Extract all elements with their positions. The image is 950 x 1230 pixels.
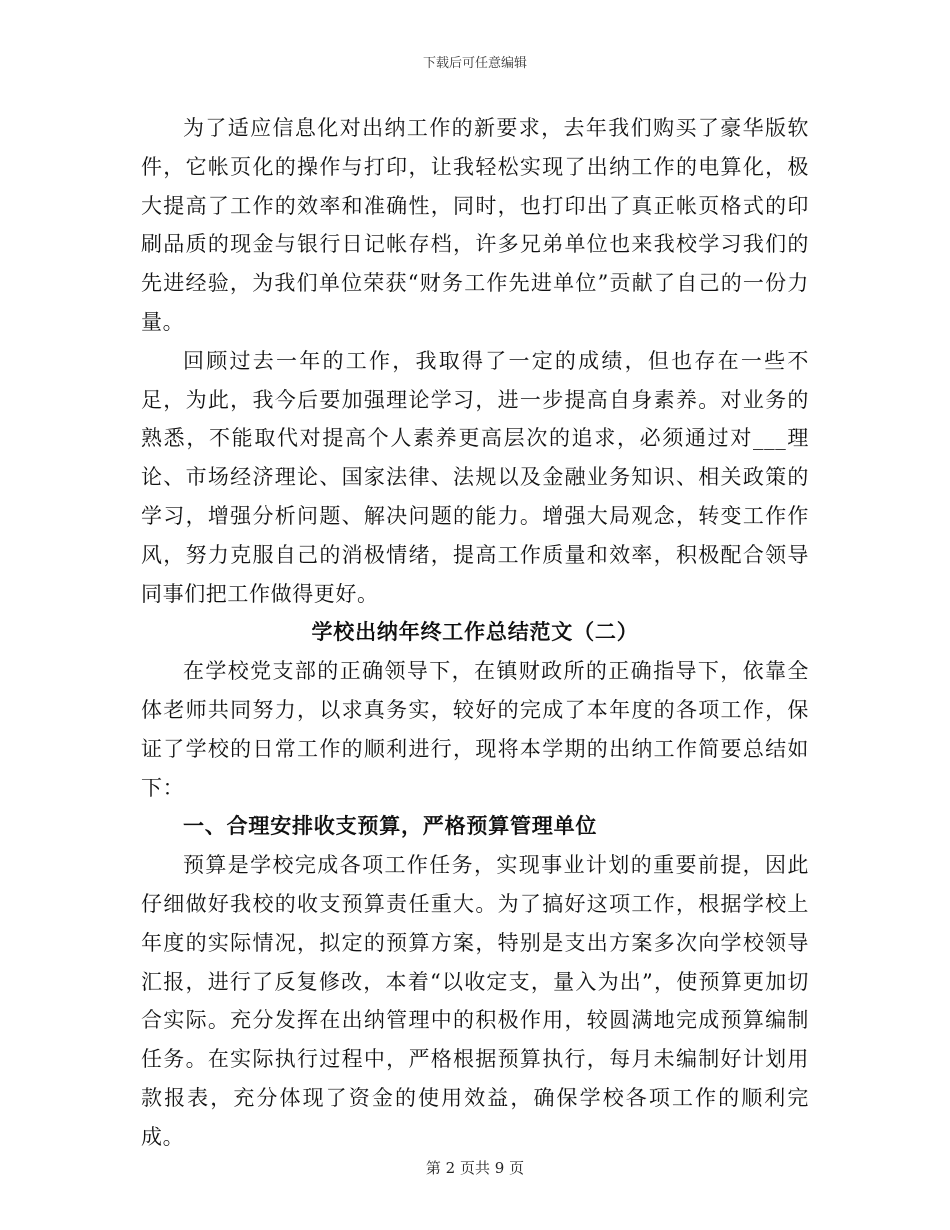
page-footer: 第 2 页共 9 页	[425, 1159, 525, 1177]
paragraph-budget: 预算是学校完成各项工作任务，实现事业计划的重要前提，因此仔细做好我校的收支预算责任重大。为了搞好这项工作，根据学校上年度的实际情况，拟定的预算方案，特别是支出方案多次向学校领导汇报，进行了反复修改，本着“以收定支，量入为出”，使预算更加切合实际。充分发挥在出纳管理中的积极作用，较圆满地完成预算编制任务。在实际执行过程中，严格根据预算执行，每月未编制好计划用款报表，充分体现了资金的使用效益，确保学校各项工作的顺利完成。	[141, 853, 809, 1149]
paragraph-introduction: 在学校党支部的正确领导下，在镇财政所的正确指导下，依靠全体老师共同努力，以求真务实，较好的完成了本年度的各项工作，保证了学校的日常工作的顺利进行，现将本学期的出纳工作简要总结如下：	[141, 659, 809, 800]
page-header: 下载后可任意编辑	[422, 56, 527, 71]
paragraph-review-shortcomings: 回顾过去一年的工作，我取得了一定的成绩，但也存在一些不足，为此，我今后要加强理论学习，进一步提高自身素养。对业务的熟悉，不能取代对提高个人素养更高层次的追求，必须通过对___理论、市场经济理论、国家法律、法规以及金融业务知识、相关政策的学习，增强分析问题、解决问题的能力。增强大局观念，转变工作作风，努力克服自己的消极情绪，提高工作质量和效率，积极配合领导同事们把工作做得更好。	[141, 348, 809, 606]
section-title: 学校出纳年终工作总结范文（二）	[311, 619, 639, 645]
document-body	[141, 109, 809, 1157]
sub-heading-budget: 一、合理安排收支预算，严格预算管理单位	[183, 813, 598, 839]
paragraph-software-upgrade: 为了适应信息化对出纳工作的新要求，去年我们购买了豪华版软件，它帐页化的操作与打印，让我轻松实现了出纳工作的电算化，极大提高了工作的效率和准确性，同时，也打印出了真正帐页格式的印刷品质的现金与银行日记帐存档，许多兄弟单位也来我校学习我们的先进经验，为我们单位荣获“财务工作先进单位”贡献了自己的一份力量。	[141, 116, 809, 334]
